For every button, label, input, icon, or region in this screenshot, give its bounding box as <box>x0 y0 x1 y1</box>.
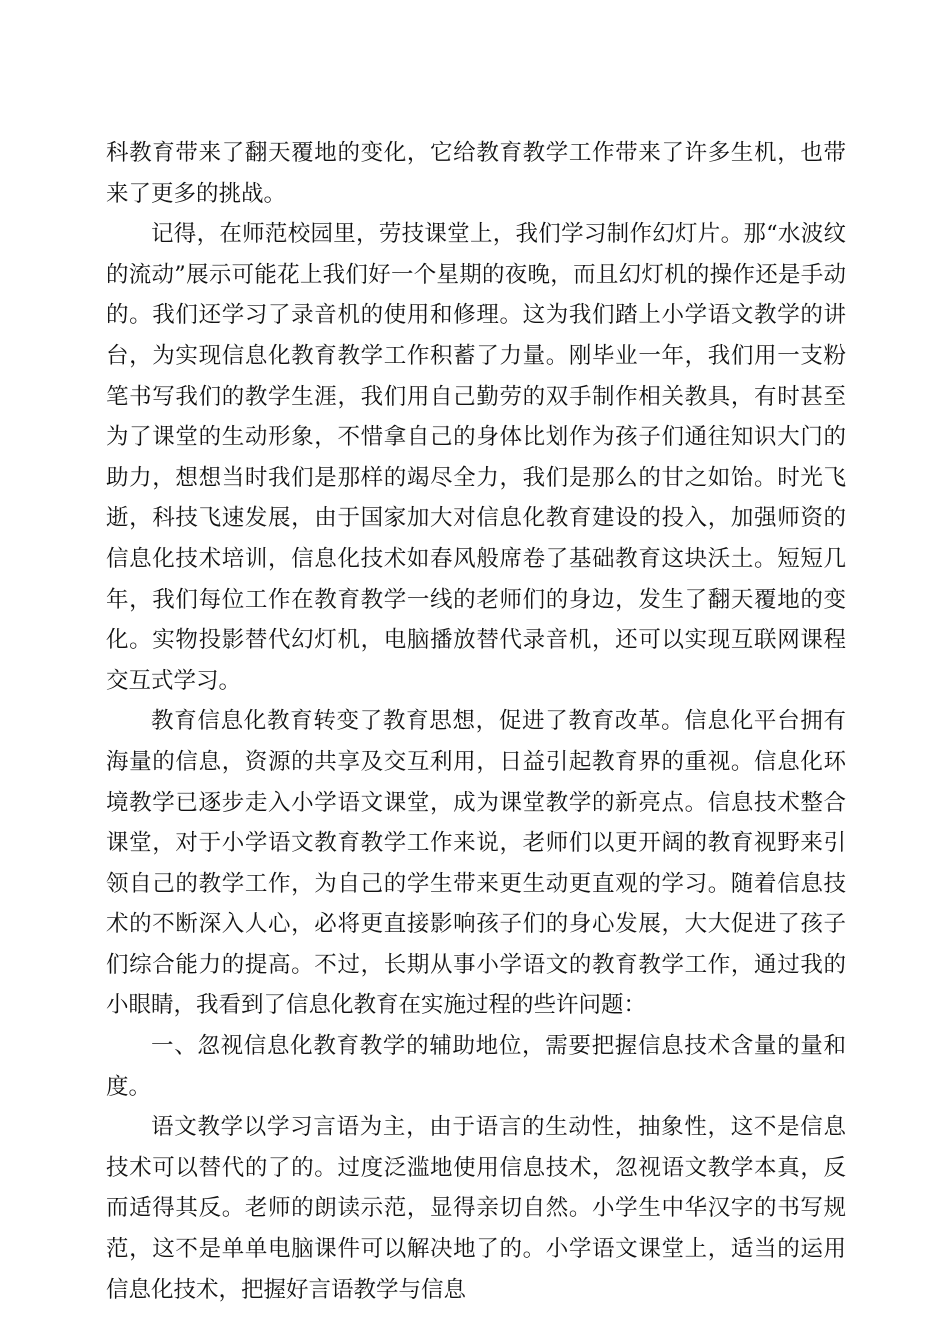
paragraph-5: 语文教学以学习言语为主，由于语言的生动性，抽象性，这不是信息技术可以替代的了的。过度泛滥地使用信息技术，忽视语文教学本真，反而适得其反。老师的朗读示范，显得亲切自然。小学生中华汉字的书写规范，这不是单单电脑课件可以解决地了的。小学语文课堂上，适当的运用信息化技术，把握好言语教学与信息 <box>106 1114 846 1303</box>
paragraph-1: 科教育带来了翻天覆地的变化，它给教育教学工作带来了许多生机，也带来了更多的挑战。 <box>106 140 846 207</box>
document-body <box>106 133 846 1310</box>
paragraph-3: 教育信息化教育转变了教育思想，促进了教育改革。信息化平台拥有海量的信息，资源的共享及交互利用，日益引起教育界的重视。信息化环境教学已逐步走入小学语文课堂，成为课堂教学的新亮点。信息技术整合课堂，对于小学语文教育教学工作来说，老师们以更开阔的教育视野来引领自己的教学工作，为自己的学生带来更生动更直观的学习。随着信息技术的不断深入人心，必将更直接影响孩子们的身心发展，大大促进了孩子们综合能力的提高。不过，长期从事小学语文的教育教学工作，通过我的小眼睛，我看到了信息化教育在实施过程的些许问题： <box>106 708 846 1019</box>
paragraph-2: 记得，在师范校园里，劳技课堂上，我们学习制作幻灯片。那“水波纹的流动”展示可能花上我们好一个星期的夜晚，而且幻灯机的操作还是手动的。我们还学习了录音机的使用和修理。这为我们踏上小学语文教学的讲台，为实现信息化教育教学工作积蓄了力量。刚毕业一年，我们用一支粉笔书写我们的教学生涯，我们用自己勤劳的双手制作相关教具，有时甚至为了课堂的生动形象，不惜拿自己的身体比划作为孩子们通往知识大门的助力，想想当时我们是那样的竭尽全力，我们是那么的甘之如饴。时光飞逝，科技飞速发展，由于国家加大对信息化教育建设的投入，加强师资的信息化技术培训，信息化技术如春风般席卷了基础教育这块沃土。短短几年，我们每位工作在教育教学一线的老师们的身边，发生了翻天覆地的变化。实物投影替代幻灯机，电脑播放替代录音机，还可以实现互联网课程交互式学习。 <box>106 221 846 694</box>
paragraph-4-heading: 一、忽视信息化教育教学的辅助地位，需要把握信息技术含量的量和度。 <box>106 1033 846 1100</box>
